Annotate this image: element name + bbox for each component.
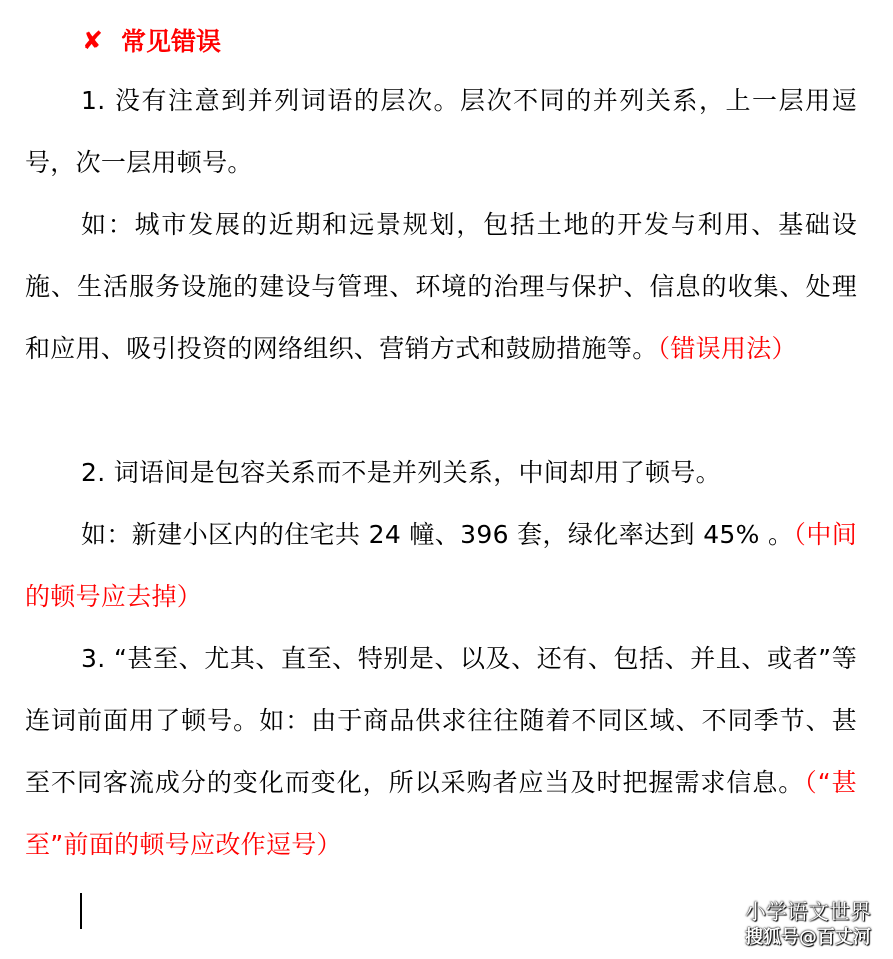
cross-mark-icon: ✘: [82, 25, 103, 55]
section-heading: [82, 18, 221, 62]
paragraph-1: [25, 70, 857, 194]
watermark-account-name: 小学语文世界: [745, 900, 871, 924]
watermark-line-1: [715, 900, 871, 924]
watermark-source: 搜狐号@百丈河: [745, 927, 871, 948]
paragraph-1-text: 1. 没有注意到并列词语的层次。层次不同的并列关系，上一层用逗号，次一层用顿号。: [25, 86, 857, 177]
paragraph-2-note: （错误用法）: [657, 334, 797, 363]
paragraph-3: [25, 442, 857, 504]
paragraph-3-text: 2. 词语间是包容关系而不是并列关系，中间却用了顿号。: [81, 458, 721, 487]
wechat-icon: [715, 901, 741, 923]
paragraph-4-note: （中间的顿号应去掉）: [25, 520, 858, 611]
text-cursor: [80, 893, 82, 929]
paragraph-2-text: 如：城市发展的近期和远景规划，包括土地的开发与利用、基础设施、生活服务设施的建设与管理、环境的治理与保护、信息的收集、处理和应用、吸引投资的网络组织、营销方式和鼓励措施等。: [25, 210, 857, 363]
paragraph-2: [25, 194, 857, 380]
paragraph-5: [25, 628, 857, 876]
watermark: [715, 900, 871, 950]
paragraph-5-note: （“甚至”前面的顿号应改作逗号）: [25, 768, 857, 859]
paragraph-5-text: 3. “甚至、尤其、直至、特别是、以及、还有、包括、并且、或者”等连词前面用了顿号。如：由于商品供求往往随着不同区域、不同季节、甚至不同客流成分的变化而变化，所以采购者应当及时把握需求信息。: [25, 644, 857, 797]
heading-title: 常见错误: [120, 27, 221, 56]
paragraph-4: [25, 504, 857, 628]
paragraph-4-text: 如：新建小区内的住宅共 24 幢、396 套，绿化率达到 45% 。: [81, 520, 794, 549]
